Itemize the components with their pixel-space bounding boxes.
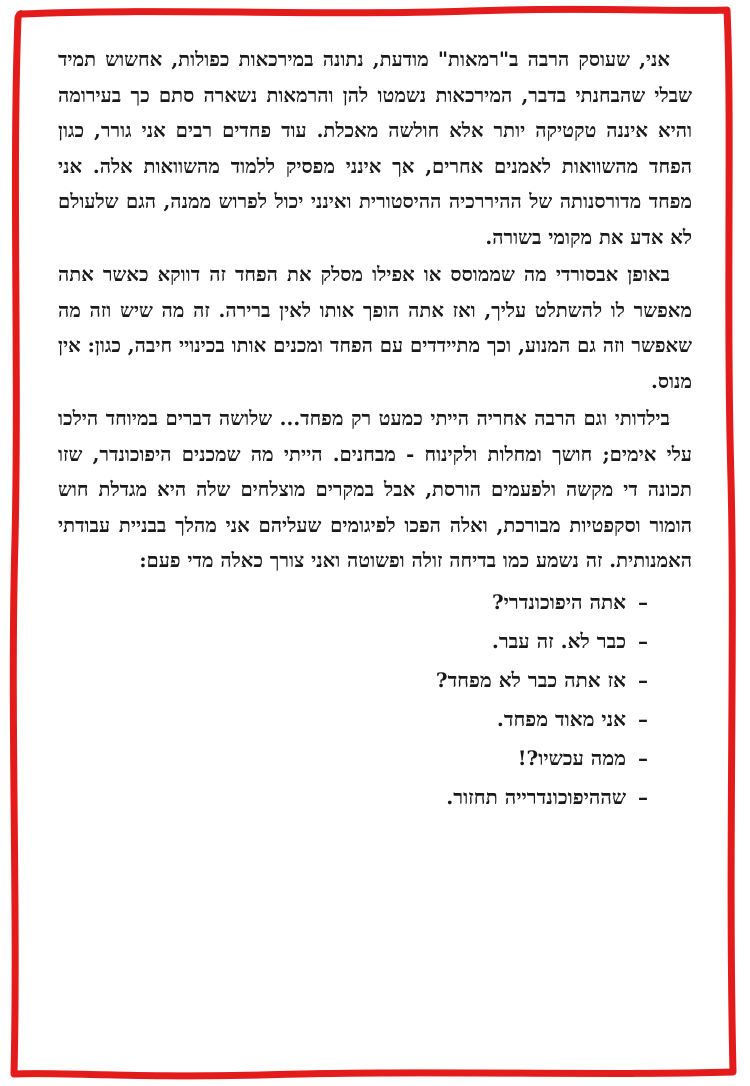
dialogue-text: ממה עכשיו?! bbox=[517, 745, 626, 770]
dash-mark: – bbox=[638, 784, 648, 809]
dialogue-line bbox=[58, 583, 648, 622]
dash-mark: – bbox=[638, 628, 648, 653]
dialogue-line bbox=[58, 622, 648, 661]
document-body bbox=[58, 42, 692, 817]
paragraph-3: בילדותי וגם הרבה אחריה הייתי כמעט רק מפחד... שלושה דברים במיוחד הילכו עלי אימים; חושך ומחלות ולקינוח - מבחנים. הייתי מה שמכנים היפוכונדר, שזו תכונה די מקשה ולפעמים הורסת, אבל במקרים מוצלחים שלה היא מגדלת חוש הומור וסקפטיות מבורכת, ואלה הפכו לפיגומים שעליהם אני מהלך בבניית עבודתי האמנותית. זה נשמע כמו בדיחה זולה ופשוטה ואני צורך כאלה מדי פעם: bbox=[58, 407, 692, 572]
dialogue-text: אז אתה כבר לא מפחד? bbox=[435, 667, 626, 692]
dialogue-text: אתה היפוכונדרי? bbox=[491, 589, 626, 614]
dialogue-line bbox=[58, 739, 648, 778]
paragraph-2: באופן אבסורדי מה שממוסס או אפילו מסלק את הפחד זה דווקא כאשר אתה מאפשר לו להשתלט עליך, ואז אתה הופך אותו לאין ברירה. זה מה שיש וזה מה שאפשר וזה גם המנוע, וכך מתיידדים עם הפחד ומכנים אותו בכינויי חיבה, כגון: אין מנוס. bbox=[58, 263, 692, 393]
dialogue-line bbox=[58, 661, 648, 700]
dialogue-list bbox=[58, 583, 692, 817]
dialogue-text: אני מאוד מפחד. bbox=[496, 706, 626, 731]
dialogue-text: שההיפוכונדרייה תחזור. bbox=[446, 784, 626, 809]
dash-mark: – bbox=[638, 706, 648, 731]
dash-mark: – bbox=[638, 667, 648, 692]
dialogue-line bbox=[58, 700, 648, 739]
dialogue-line bbox=[58, 778, 648, 817]
dash-mark: – bbox=[638, 589, 648, 614]
paragraph-1: אני, שעוסק הרבה ב"רמאות" מודעת, נתונה במירכאות כפולות, אחשוש תמיד שבלי שהבחנתי בדבר, המירכאות נשמטו להן והרמאות נשארה סתם כך בעירומה והיא איננה טקטיקה יותר אלא חולשה מאכלת. עוד פחדים רבים אני גורר, כגון הפחד מהשוואות לאמנים אחרים, אך אינני מפסיק ללמוד מהשוואות אלה. אני מפחד מדורסנותה של ההיררכיה ההיסטורית ואינני יכול לפרוש ממנה, הגם שלעולם לא אדע את מקומי בשורה. bbox=[58, 48, 692, 249]
dialogue-text: כבר לא. זה עבר. bbox=[491, 628, 626, 653]
dash-mark: – bbox=[638, 745, 648, 770]
